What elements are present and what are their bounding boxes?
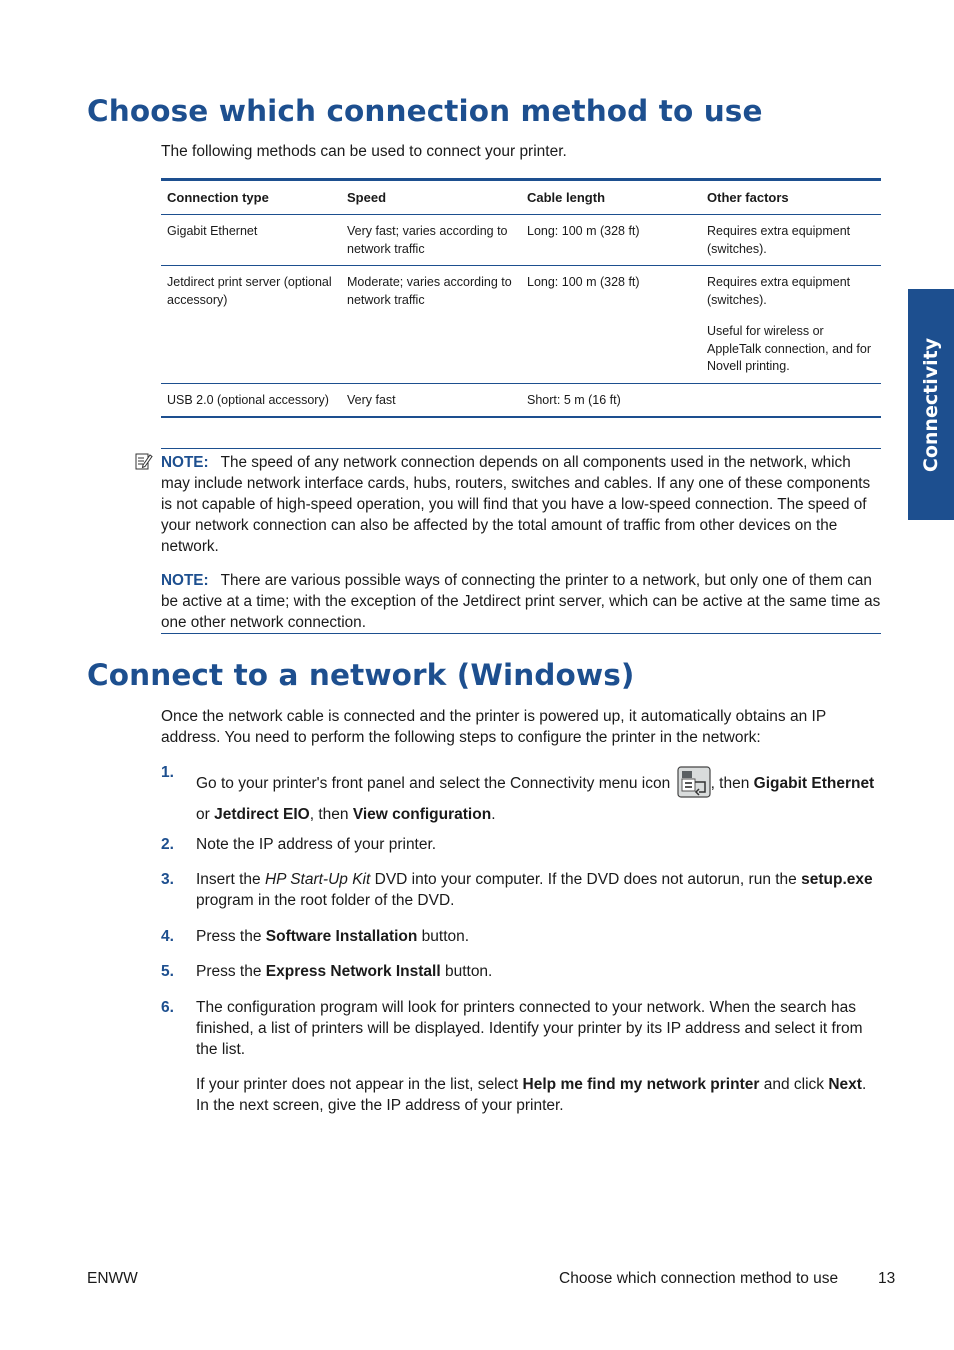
- step-text-part: , then: [710, 775, 754, 792]
- step-text-bold: Software Installation: [265, 928, 418, 945]
- table-header: Cable length: [527, 190, 606, 205]
- table-header: Speed: [347, 190, 387, 205]
- step-text: [196, 1074, 881, 1116]
- table-cell: Jetdirect print server (optional accessory): [167, 275, 332, 307]
- step-text-italic: HP Start-Up Kit: [264, 871, 371, 888]
- table-cell: Short: 5 m (16 ft): [527, 392, 621, 407]
- note-label: NOTE:: [161, 572, 209, 589]
- step-text-part: program in the root folder of the DVD.: [196, 892, 455, 909]
- step-text-part: . In the next screen, give the IP address of your printer.: [196, 1076, 867, 1114]
- note-paragraph: [161, 452, 881, 557]
- table-header: Connection type: [167, 190, 269, 205]
- table-cell: Gigabit Ethernet: [167, 224, 258, 238]
- step-number: 6.: [161, 999, 174, 1016]
- step-text-part: DVD into your computer. If the DVD does not autorun, run the: [370, 871, 802, 888]
- table-header-row: [161, 181, 881, 215]
- connectivity-menu-icon: [677, 766, 711, 798]
- section-intro: The following methods can be used to connect your printer.: [161, 143, 567, 160]
- note-label: NOTE:: [161, 454, 209, 471]
- note-text: There are various possible ways of connecting the printer to a network, but only one of them can be active at a time; with the exception of the Jetdirect print server, which can be active at the same time as one other network connection.: [161, 572, 881, 631]
- note-box: [161, 448, 881, 634]
- table-cell: Very fast; varies according to network traffic: [347, 224, 508, 256]
- step-text-part: Note the IP address of your printer.: [196, 836, 437, 853]
- step-text: [196, 997, 881, 1060]
- step-number: 4.: [161, 928, 174, 945]
- step-text: [196, 869, 881, 911]
- step-text-part: Insert the: [196, 871, 265, 888]
- chapter-side-tab: [908, 289, 954, 520]
- step-text-bold: Jetdirect EIO: [214, 806, 310, 823]
- table-cell-paragraph: Useful for wireless or AppleTalk connection, and for Novell printing.: [707, 324, 871, 373]
- step-number: 5.: [161, 963, 174, 980]
- table-cell: Very fast: [347, 392, 396, 407]
- step-number: 3.: [161, 871, 174, 888]
- footer-chapter-title: Choose which connection method to use: [559, 1270, 839, 1287]
- table-row: [161, 384, 881, 417]
- step-text-part: .: [491, 806, 496, 823]
- step-text: [196, 926, 881, 947]
- table-cell: Requires extra equipment (switches).: [707, 224, 851, 256]
- step-number: 1.: [161, 764, 174, 781]
- connection-table: [161, 178, 881, 418]
- table-cell: USB 2.0 (optional accessory): [167, 392, 329, 407]
- table-row: [161, 266, 881, 384]
- note-text: The speed of any network connection depends on all components used in the network, which may include network interface cards, hubs, routers, switches and cables. If any one of these components is not capable of high-speed operation, you will find that you have a low-speed connection. The speed of your network connection can also be affected by the total amount of traffic from other devices on the network.: [161, 454, 871, 555]
- step-text: [196, 766, 881, 830]
- step-text-part: and click: [759, 1076, 829, 1093]
- page-title: Choose which connection method to use: [87, 94, 763, 128]
- table-cell: Long: 100 m (328 ft): [527, 224, 640, 238]
- step-text-bold: Next: [828, 1076, 862, 1093]
- step-text-part: , then: [309, 806, 353, 823]
- step-text-bold: Express Network Install: [265, 963, 441, 980]
- step-text-part: The configuration program will look for printers connected to your network. When the search has finished, a list of printers will be displayed. Identify your printer by its IP address and select it from the list.: [196, 999, 863, 1058]
- table-cell: [701, 384, 881, 417]
- note-pencil-icon: [135, 452, 153, 471]
- table-cell: Moderate; varies according to network traffic: [347, 275, 512, 307]
- section-intro: Once the network cable is connected and the printer is powered up, it automatically obtains an IP address. You need to perform the following steps to configure the printer in the network:: [161, 708, 826, 746]
- step-text-part: button.: [417, 928, 470, 945]
- step-text-bold: Help me find my network printer: [522, 1076, 760, 1093]
- step-text-part: If your printer does not appear in the list, select: [196, 1076, 523, 1093]
- step-text: [196, 834, 881, 855]
- step-number: 2.: [161, 836, 174, 853]
- step-text-part: or: [196, 806, 215, 823]
- footer-left: ENWW: [87, 1270, 138, 1287]
- step-text-part: Go to your printer's front panel and select the Connectivity menu icon: [196, 775, 671, 792]
- table-cell: [701, 266, 881, 383]
- table-row: [161, 215, 881, 266]
- step-text-bold: setup.exe: [801, 871, 873, 888]
- step-text-part: button.: [440, 963, 493, 980]
- step-text-part: Press the: [196, 928, 266, 945]
- page-number: 13: [878, 1270, 896, 1287]
- step-text-bold: Gigabit Ethernet: [753, 775, 875, 792]
- section-title: Connect to a network (Windows): [87, 658, 635, 692]
- step-text-bold: View configuration: [352, 806, 492, 823]
- step-text-part: Press the: [196, 963, 266, 980]
- table-header: Other factors: [707, 190, 789, 205]
- step-text: [196, 961, 881, 982]
- chapter-side-tab-label: Connectivity: [920, 337, 942, 472]
- table-cell: Long: 100 m (328 ft): [527, 275, 640, 289]
- table-cell-paragraph: Requires extra equipment (switches).: [707, 275, 851, 307]
- note-paragraph: [161, 570, 881, 633]
